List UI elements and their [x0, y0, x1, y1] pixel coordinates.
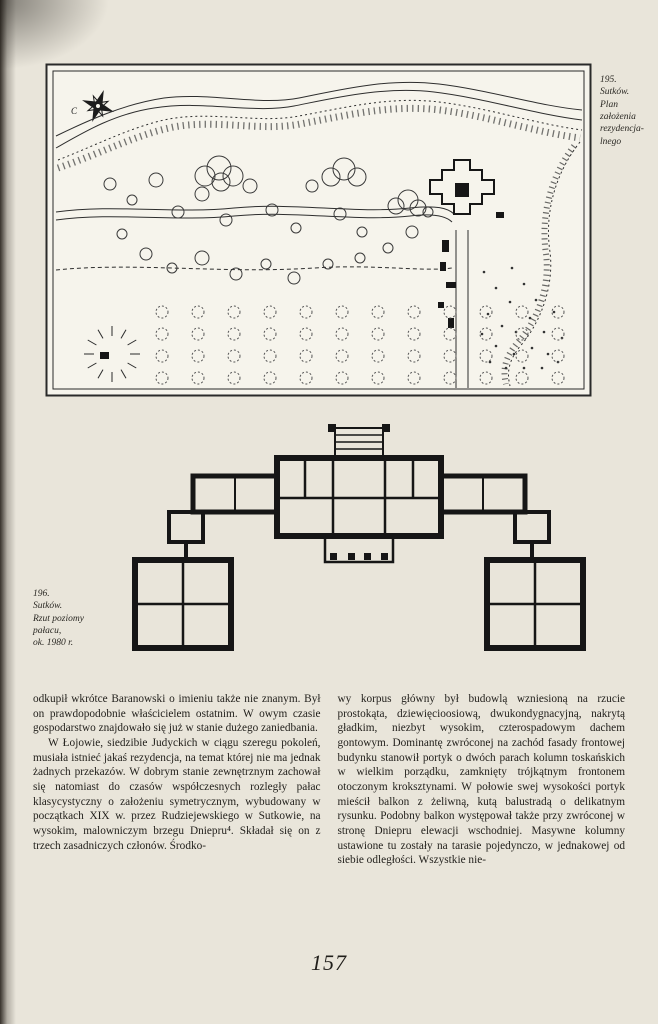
central-block: [277, 458, 441, 536]
caption-line: Rzut poziomy: [33, 613, 84, 624]
caption-line: lnego: [600, 136, 622, 147]
figure-195-caption: [600, 74, 656, 148]
figure-195-siteplan: [44, 62, 593, 398]
site-plan-drawing: [44, 62, 593, 398]
caption-line: Plan: [600, 99, 618, 110]
right-column: [338, 692, 626, 868]
entrance-stairs: [328, 424, 390, 458]
corner-shadow: [0, 0, 110, 70]
page-number: 157: [311, 950, 347, 975]
left-column: [33, 692, 321, 868]
right-pavilion: [487, 560, 583, 648]
paragraph: W Łojowie, siedzibie Judyckich w ciągu szeregu pokoleń, musiała istnieć jakaś rezydencja, na temat której nie ma jednak żadnych przekazów. W dobrym stanie zewnętrznym zachował się natomiast do czasów współczesnych rozległy pałac klasycystyczny o założeniu symetrycznym, wybudowany w początkach XIX w. przez Rudziejewskiego w Sutkowie, na wysokim, malowniczym brzegu Dniepru⁴. Składał się on z trzech zasadniczych członów. Środko-: [33, 737, 321, 852]
figure-196-floorplan: [128, 420, 590, 688]
compass-north-label: C: [71, 106, 78, 116]
left-gallery: [169, 476, 277, 560]
caption-line: Sutków.: [600, 87, 630, 98]
caption-line: 195.: [600, 75, 617, 85]
body-text: [33, 692, 625, 868]
left-pavilion: [135, 560, 231, 648]
right-gallery: [441, 476, 549, 560]
garden-portico: [325, 536, 393, 562]
paragraph: odkupił wkrótce Baranowski o imieniu także nie znanym. Był on prawdopodobnie właścicielem ostatnim. W owym czasie gospodarstwo znajdowało się już w stanie dużego zaniedbania.: [33, 693, 321, 735]
floor-plan-drawing: [128, 420, 590, 688]
caption-line: 196.: [33, 589, 50, 599]
caption-line: założenia: [600, 112, 636, 123]
paragraph: wy korpus główny był budowlą wzniesioną na rzucie prostokąta, dziewięcioosiową, dwukondygnacyjną, nakrytą gładkim, niezbyt wysokim, czterospadowym dachem gontowym. Dominantę zwróconej na zachód fasady frontowej budynku stanowił portyk o dwóch parach kolumn toskańskich w wielkim porządku, zamknięty trójkątnym frontonem otoczonym kroksztynami. W połowie swej wysokości portyk mieścił balkon z żeliwną, kutą balustradą o delikatnym rysunku. Podobny balkon występował także przy zwróconej w stronę Dniepru elewacji wschodniej. Masywne kolumny ustawione tu zostały na tarasie pojedynczo, w jednakowej od siebie odległości. Wszystkie nie-: [337, 693, 625, 867]
caption-line: ok. 1980 r.: [33, 638, 74, 649]
binding-shadow: [0, 0, 16, 1024]
figure-196-caption: [33, 588, 127, 650]
caption-line: rezydencja-: [600, 124, 644, 135]
caption-line: pałacu,: [33, 626, 62, 637]
caption-line: Sutków.: [33, 601, 63, 612]
